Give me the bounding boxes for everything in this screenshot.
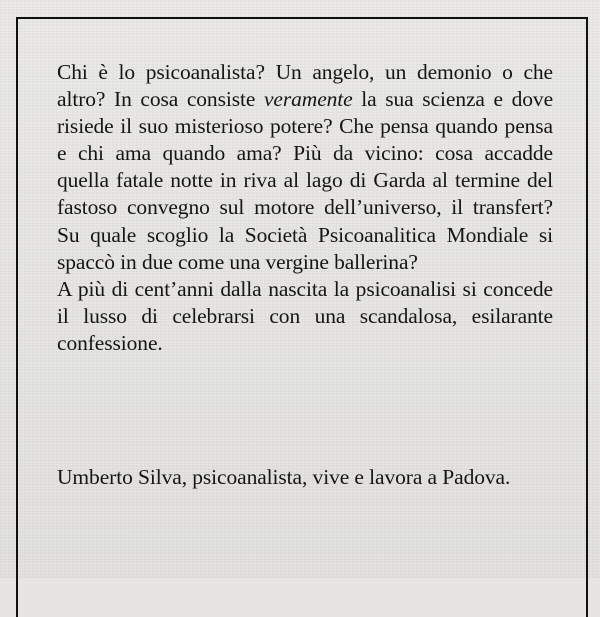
author-note-text: Umberto Silva, psicoanalista, vive e lavora a Padova. <box>57 465 511 489</box>
blurb-text <box>57 59 553 357</box>
blurb-paragraph-1-text-b: la sua scienza e dove risiede il suo misterioso potere? Che pensa quando pensa e chi ama quando ama? Più da vicino: cosa accadde quella fatale notte in riva al lago di Garda al termine del fastoso convegno sul motore dell’universo, il transfert? Su quale scoglio la Società Psicoanalitica Mondiale si spaccò in due come una vergine ballerina? <box>57 87 554 274</box>
author-note <box>57 464 553 491</box>
blurb-emphasis-veramente: veramente <box>263 87 353 112</box>
blurb-paragraph-1 <box>57 59 553 276</box>
blurb-paragraph-2: A più di cent’anni dalla nascita la psicoanalisi si concede il lusso di celebrarsi con una scandalosa, esilarante confessione. <box>57 276 553 355</box>
blurb-paragraph-1-text-a: Chi è lo psicoanalista? Un angelo, un demonio o che altro? In cosa consiste <box>57 60 553 112</box>
